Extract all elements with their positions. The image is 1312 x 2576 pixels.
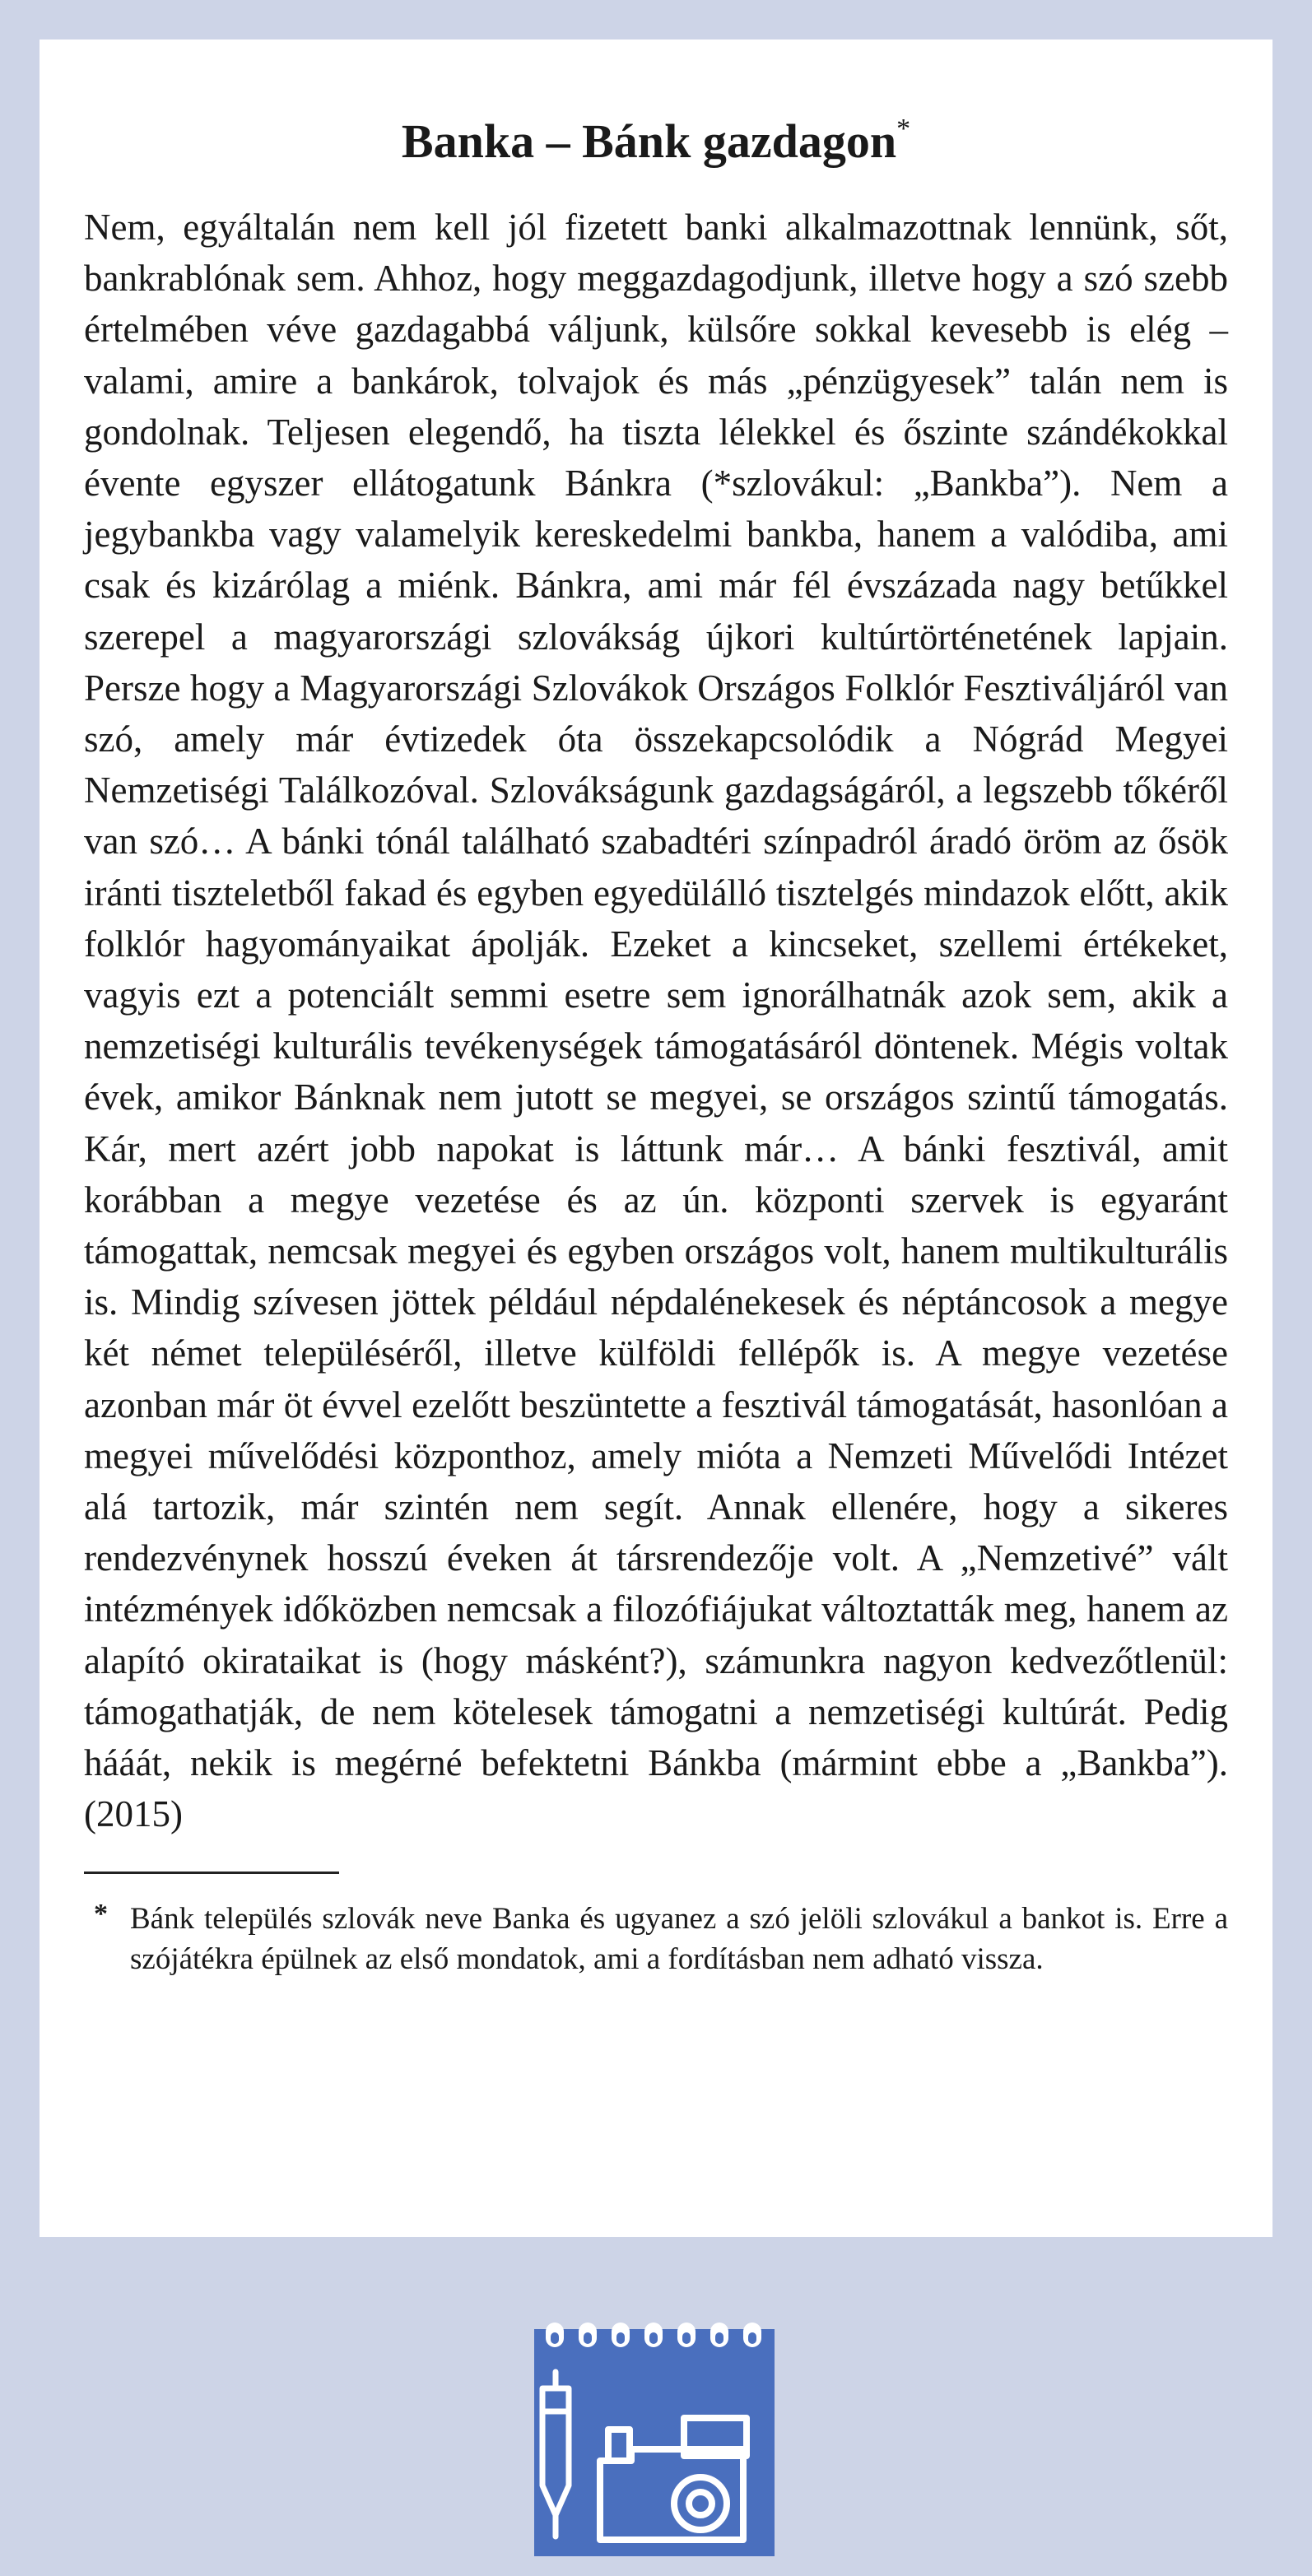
article-page xyxy=(40,40,1272,2237)
footnote-divider xyxy=(84,1872,339,1874)
title-footnote-mark: * xyxy=(896,114,911,144)
footnote xyxy=(84,1899,1228,1979)
footnote-mark: * xyxy=(94,1898,108,1929)
article-title xyxy=(84,99,1228,172)
footnote-text: Bánk település szlovák neve Banka és ugyanez a szó jelöli szlovákul a bankot is. Erre a szójátékra épülnek az első mondatok, ami a fordításban nem adható vissza. xyxy=(130,1901,1228,1976)
notebook-pen-camera-icon xyxy=(531,2321,778,2560)
article-title-text: Banka – Bánk gazdagon xyxy=(401,114,897,168)
article-body: Nem, egyáltalán nem kell jól fizetett banki alkalmazottnak lennünk, sőt, bankrablónak sem. Ahhoz, hogy meggazdagodjunk, illetve hogy a szó szebb értelmében véve gazdagabbá váljunk, külsőre sokkal kevesebb is elég – valami, amire a bankárok, tolvajok és más „pénzügyesek” talán nem is gondolnak. Teljesen elegendő, ha tiszta lélekkel és őszinte szándékokkal évente egyszer ellátogatunk Bánkra (*szlovákul: „Bankba”). Nem a jegybankba vagy valamelyik kereskedelmi bankba, hanem a valódiba, ami csak és kizárólag a miénk. Bánkra, ami már fél évszázada nagy betűkkel szerepel a magyarországi szlovákság újkori kultúrtörténetének lapjain. Persze hogy a Magyarországi Szlovákok Országos Folklór Fesztiváljáról van szó, amely már évtizedek óta összekapcsolódik a Nógrád Megyei Nemzetiségi Találkozóval. Szlovákságunk gazdagságáról, a legszebb tőkéről van szó… A bánki tónál található szabadtéri színpadról áradó öröm az ősök iránti tiszteletből fakad és egyben egyedülálló tisztelgés mindazok előtt, akik folklór hagyományaikat ápolják. Ezeket a kincseket, szellemi értékeket, vagyis ezt a potenciált semmi esetre sem ignorálhatnák azok sem, akik a nemzetiségi kulturális tevékenységek támogatásáról döntenek. Mégis voltak évek, amikor Bánknak nem jutott se megyei, se országos szintű támogatás. Kár, mert azért jobb napokat is láttunk már… A bánki fesztivál, amit korábban a megye vezetése és az ún. központi szervek is egyaránt támogattak, nemcsak megyei és egyben országos volt, hanem multikulturális is. Mindig szívesen jöttek például népdalénekesek és néptáncosok a megye két német településéről, illetve külföldi fellépők is. A megye vezetése azonban már öt évvel ezelőtt beszüntette a fesztivál támogatását, hasonlóan a megyei művelődési központhoz, amely mióta a Nemzeti Művelődi Intézet alá tartozik, már szintén nem segít. Annak ellenére, hogy a sikeres rendezvénynek hosszú éveken át társrendezője volt. A „Nemzetivé” vált intézmények időközben nemcsak a filozófiájukat változtatták meg, hanem az alapító okirataikat is (hogy másként?), számunkra nagyon kedvezőtlenül: támogathatják, de nem kötelesek támogatni a nemzetiségi kultúrát. Pedig hááát, nekik is megérné befektetni Bánkba (mármint ebbe a „Bankba”). (2015) xyxy=(84,207,1228,1835)
